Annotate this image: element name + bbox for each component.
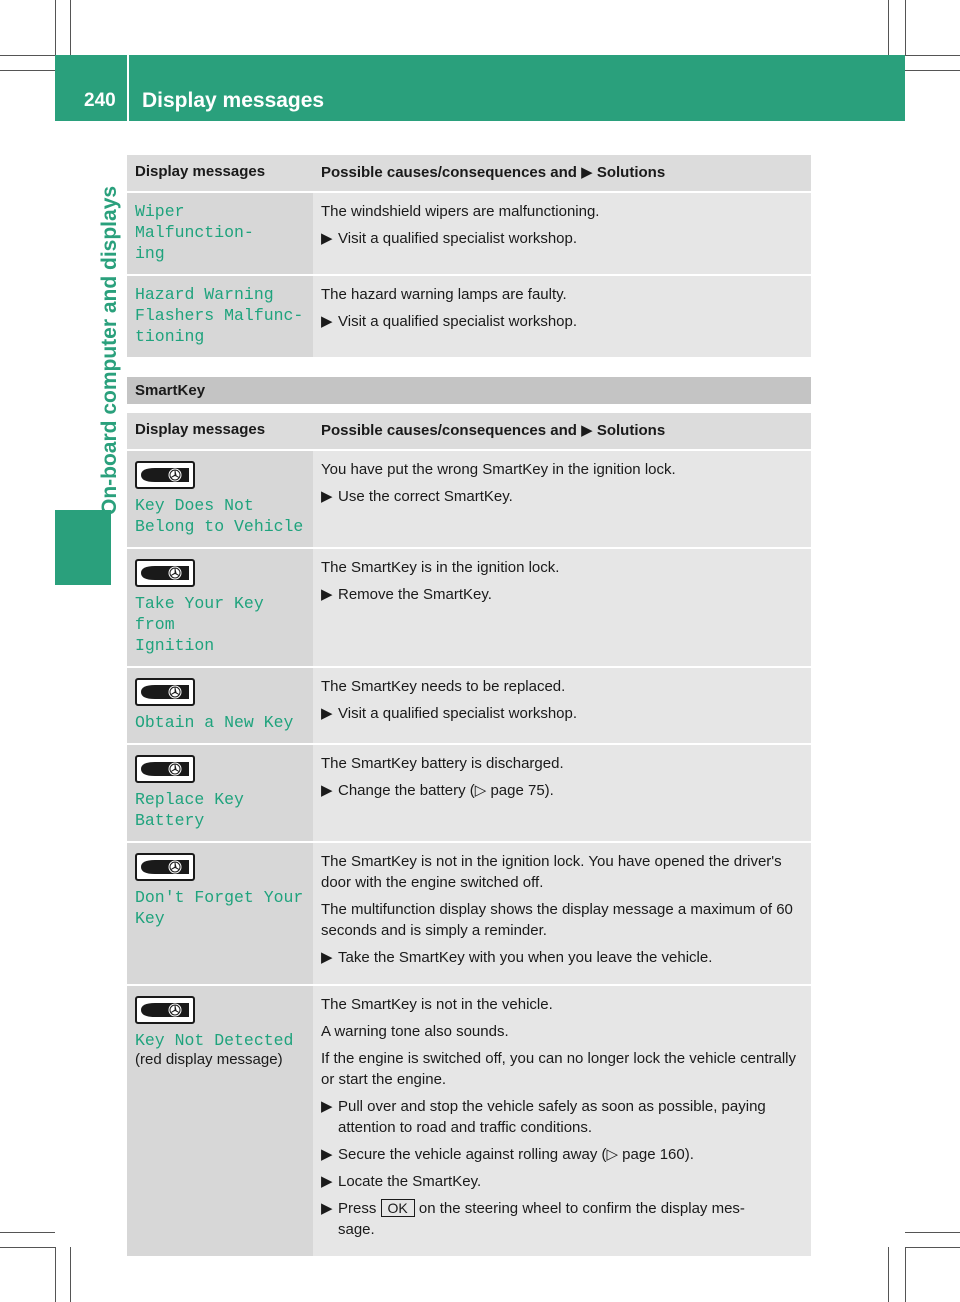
cause-text: If the engine is switched off, you can no longer lock the vehicle centrally or start the engine. — [321, 1050, 796, 1088]
action-step — [321, 780, 803, 801]
table-row — [127, 843, 811, 986]
action-step-text: Press — [338, 1200, 381, 1217]
cause-text: A warning tone also sounds. — [321, 1023, 509, 1040]
action-step-text: Secure the vehicle against rolling away (▷ page 160). — [338, 1146, 694, 1163]
display-message-text: Replace Key Battery — [135, 790, 244, 830]
action-step — [321, 1096, 803, 1138]
table-header-row — [127, 413, 811, 451]
action-step-text: Remove the SmartKey. — [338, 586, 492, 603]
cause-text: The SmartKey battery is discharged. — [321, 755, 564, 772]
step-arrow-icon: ▶ — [321, 230, 333, 247]
message-cell — [127, 549, 313, 666]
display-message-text: Hazard Warning Flashers Malfunc- tioning — [135, 285, 304, 346]
cause-text: The hazard warning lamps are faulty. — [321, 286, 567, 303]
step-arrow-icon: ▶ — [321, 1098, 333, 1115]
column-header-text: Possible causes/consequences and — [321, 164, 577, 181]
action-step-text: on the steering wheel to confirm the display mes- sage. — [338, 1200, 745, 1238]
message-cell — [127, 668, 313, 743]
solution-cell — [313, 276, 811, 357]
action-step-text: Visit a qualified specialist workshop. — [338, 705, 578, 722]
display-message-text: Key Does Not Belong to Vehicle — [135, 496, 304, 536]
step-arrow-icon: ▶ — [321, 313, 333, 330]
smartkey-icon — [135, 678, 195, 706]
solution-cell — [313, 451, 811, 547]
table-row — [127, 668, 811, 745]
table-header-row — [127, 155, 811, 193]
crop-mark — [0, 55, 55, 56]
step-arrow-icon: ▶ — [321, 586, 333, 603]
section-heading — [127, 377, 811, 404]
action-step — [321, 1144, 803, 1165]
crop-mark — [888, 1247, 889, 1302]
step-arrow-icon: ▶ — [321, 949, 333, 966]
crop-mark — [0, 1232, 55, 1233]
table-row — [127, 745, 811, 843]
cause-text: The multifunction display shows the display message a maximum of 60 seconds and is simply a reminder. — [321, 901, 793, 939]
smartkey-icon — [135, 853, 195, 881]
column-header-solutions: Solutions — [596, 164, 666, 181]
action-step — [321, 311, 803, 332]
table-row — [127, 276, 811, 359]
crop-mark — [905, 55, 960, 56]
solution-cell — [313, 668, 811, 743]
message-cell — [127, 451, 313, 547]
step-arrow-icon: ▶ — [321, 1173, 333, 1190]
column-header-solutions: Solutions — [596, 422, 666, 439]
action-step — [321, 486, 803, 507]
action-step-text: Change the battery (▷ page 75). — [338, 782, 554, 799]
crop-mark — [905, 1247, 906, 1302]
step-arrow-icon: ▶ — [321, 705, 333, 722]
display-message-text: Take Your Key from Ignition — [135, 594, 264, 655]
display-messages-table — [127, 155, 811, 359]
smartkey-icon — [135, 559, 195, 587]
table-row — [127, 451, 811, 549]
solution-cell — [313, 193, 811, 274]
crop-mark — [55, 0, 56, 55]
smartkey-messages-table — [127, 413, 811, 1258]
page-number: 240 — [84, 90, 116, 111]
action-step-text: Use the correct SmartKey. — [338, 488, 513, 505]
step-arrow-icon: ▶ — [321, 1146, 333, 1163]
message-note: (red display message) — [135, 1051, 283, 1068]
play-icon: ▶ — [581, 164, 593, 181]
side-tab-marker — [55, 510, 111, 585]
solution-cell — [313, 745, 811, 841]
play-icon: ▶ — [581, 422, 593, 439]
solution-cell — [313, 843, 811, 984]
column-header-text: Possible causes/consequences and — [321, 422, 577, 439]
crop-mark — [0, 70, 55, 71]
cause-text: The windshield wipers are malfunctioning. — [321, 203, 600, 220]
display-message-text: Key Not Detected — [135, 1031, 294, 1050]
header-divider — [127, 55, 129, 121]
step-arrow-icon: ▶ — [321, 488, 333, 505]
message-cell — [127, 986, 313, 1256]
message-cell — [127, 745, 313, 841]
cause-text: The SmartKey needs to be replaced. — [321, 678, 566, 695]
display-message-text: Obtain a New Key — [135, 713, 294, 732]
cause-text: The SmartKey is in the ignition lock. — [321, 559, 560, 576]
page-title: Display messages — [142, 89, 325, 112]
step-arrow-icon: ▶ — [321, 782, 333, 799]
crop-mark — [905, 1232, 960, 1233]
crop-mark — [55, 1247, 56, 1302]
message-cell — [127, 843, 313, 984]
column-header-messages: Display messages — [127, 413, 313, 449]
cause-text: You have put the wrong SmartKey in the ignition lock. — [321, 461, 676, 478]
table-row — [127, 549, 811, 668]
section-title: SmartKey — [135, 382, 206, 399]
smartkey-icon — [135, 996, 195, 1024]
display-message-text: Wiper Malfunction- ing — [135, 202, 254, 263]
crop-mark — [0, 1247, 55, 1248]
action-step-text: Take the SmartKey with you when you leave the vehicle. — [338, 949, 713, 966]
action-step — [321, 947, 803, 968]
action-step-text: Visit a qualified specialist workshop. — [338, 230, 578, 247]
crop-mark — [905, 1247, 960, 1248]
table-row — [127, 986, 811, 1258]
action-step — [321, 703, 803, 724]
smartkey-icon — [135, 755, 195, 783]
column-header-messages: Display messages — [127, 155, 313, 191]
display-message-text: Don't Forget Your Key — [135, 888, 304, 928]
action-step — [321, 1198, 803, 1240]
action-step-text: Pull over and stop the vehicle safely as soon as possible, paying attention to road and traffic conditions. — [338, 1098, 766, 1136]
message-cell — [127, 193, 313, 274]
cause-text: The SmartKey is not in the vehicle. — [321, 996, 553, 1013]
crop-mark — [888, 0, 889, 55]
solution-cell — [313, 986, 811, 1256]
ok-button-icon: OK — [381, 1199, 415, 1217]
crop-mark — [70, 0, 71, 55]
action-step-text: Visit a qualified specialist workshop. — [338, 313, 578, 330]
column-header-causes — [313, 413, 811, 449]
table-row — [127, 193, 811, 276]
action-step — [321, 1171, 803, 1192]
column-header-causes — [313, 155, 811, 191]
action-step-text: Locate the SmartKey. — [338, 1173, 482, 1190]
solution-cell — [313, 549, 811, 666]
smartkey-icon — [135, 461, 195, 489]
action-step — [321, 228, 803, 249]
crop-mark — [905, 0, 906, 55]
crop-mark — [70, 1247, 71, 1302]
chapter-label: On-board computer and displays — [98, 185, 121, 515]
action-step — [321, 584, 803, 605]
step-arrow-icon: ▶ — [321, 1200, 333, 1217]
cause-text: The SmartKey is not in the ignition lock. You have opened the driver's door with the engine switched off. — [321, 853, 782, 891]
crop-mark — [905, 70, 960, 71]
message-cell — [127, 276, 313, 357]
